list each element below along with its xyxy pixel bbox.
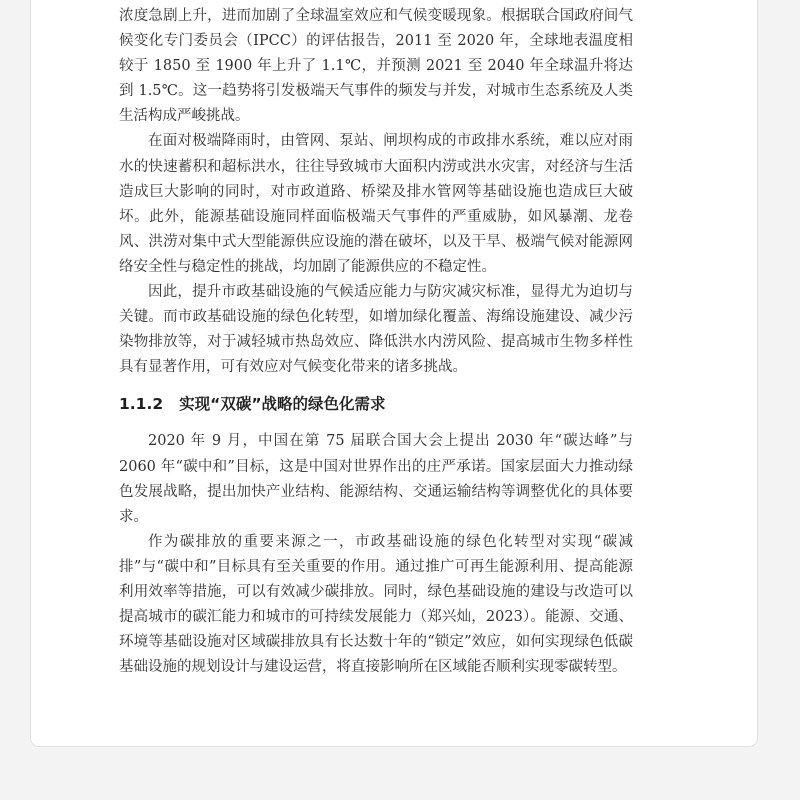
paragraph-adaptation: 因此，提升市政基础设施的气候适应能力与防灾减灾标准，显得尤为迫切与关键。而市政基础设施的绿色化转型，如增加绿化覆盖、海绵设施建设、减少污染物排放等，对于减轻城市热岛效应、降低洪水内涝风险、提高城市生物多样性具有显著作用，可有效应对气候变化带来的诸多挑战。 [119, 284, 633, 376]
section-title: 实现“双碳”战略的绿色化需求 [179, 395, 386, 414]
paragraph-climate-warming: 浓度急剧上升，进而加剧了全球温室效应和气候变暖现象。根据联合国政府间气候变化专门委员会（IPCC）的评估报告，2011 至 2020 年，全球地表温度相较于 1850 至 1900 年上升了 1.1℃，并预测 2021 至 2040 年全球温升将达到 1.5℃。这一趋势将引发极端天气事件的频发与并发，对城市生态系统及人类生活构成严峻挑战。 [119, 8, 633, 125]
section-heading [119, 391, 633, 418]
paragraph-extreme-rainfall: 在面对极端降雨时，由管网、泵站、闸坝构成的市政排水系统，难以应对雨水的快速蓄积和超标洪水，往往导致城市大面积内涝或洪水灾害，对经济与生活造成巨大影响的同时，对市政道路、桥梁及排水管网等基础设施也造成巨大破坏。此外，能源基础设施同样面临极端天气事件的严重威胁，如风暴潮、龙卷风、洪涝对集中式大型能源供应设施的潜在破坏，以及干旱、极端气候对能源网络安全性与稳定性的挑战，均加剧了能源供应的不稳定性。 [119, 133, 633, 275]
paragraph-green-transition: 作为碳排放的重要来源之一，市政基础设施的绿色化转型对实现“碳减排”与“碳中和”目标具有至关重要的作用。通过推广可再生能源利用、提高能源利用效率等措施，可以有效减少碳排放。同时，绿色基础设施的建设与改造可以提高城市的碳汇能力和城市的可持续发展能力（郑兴灿，2023）。能源、交通、环境等基础设施对区域碳排放具有长达数十年的“锁定”效应，如何实现绿色低碳基础设施的规划设计与建设运营，将直接影响所在区域能否顺利实现零碳转型。 [119, 533, 633, 676]
document-body [119, 4, 633, 680]
paragraph-dual-carbon-goal: 2020 年 9 月，中国在第 75 届联合国大会上提出 2030 年“碳达峰”与 2060 年“碳中和”目标，这是中国对世界作出的庄严承诺。国家层面大力推动绿色发展战略，提出加快产业结构、能源结构、交通运输结构等调整优化的具体要求。 [119, 433, 633, 525]
section-number: 1.1.2 [119, 395, 164, 414]
